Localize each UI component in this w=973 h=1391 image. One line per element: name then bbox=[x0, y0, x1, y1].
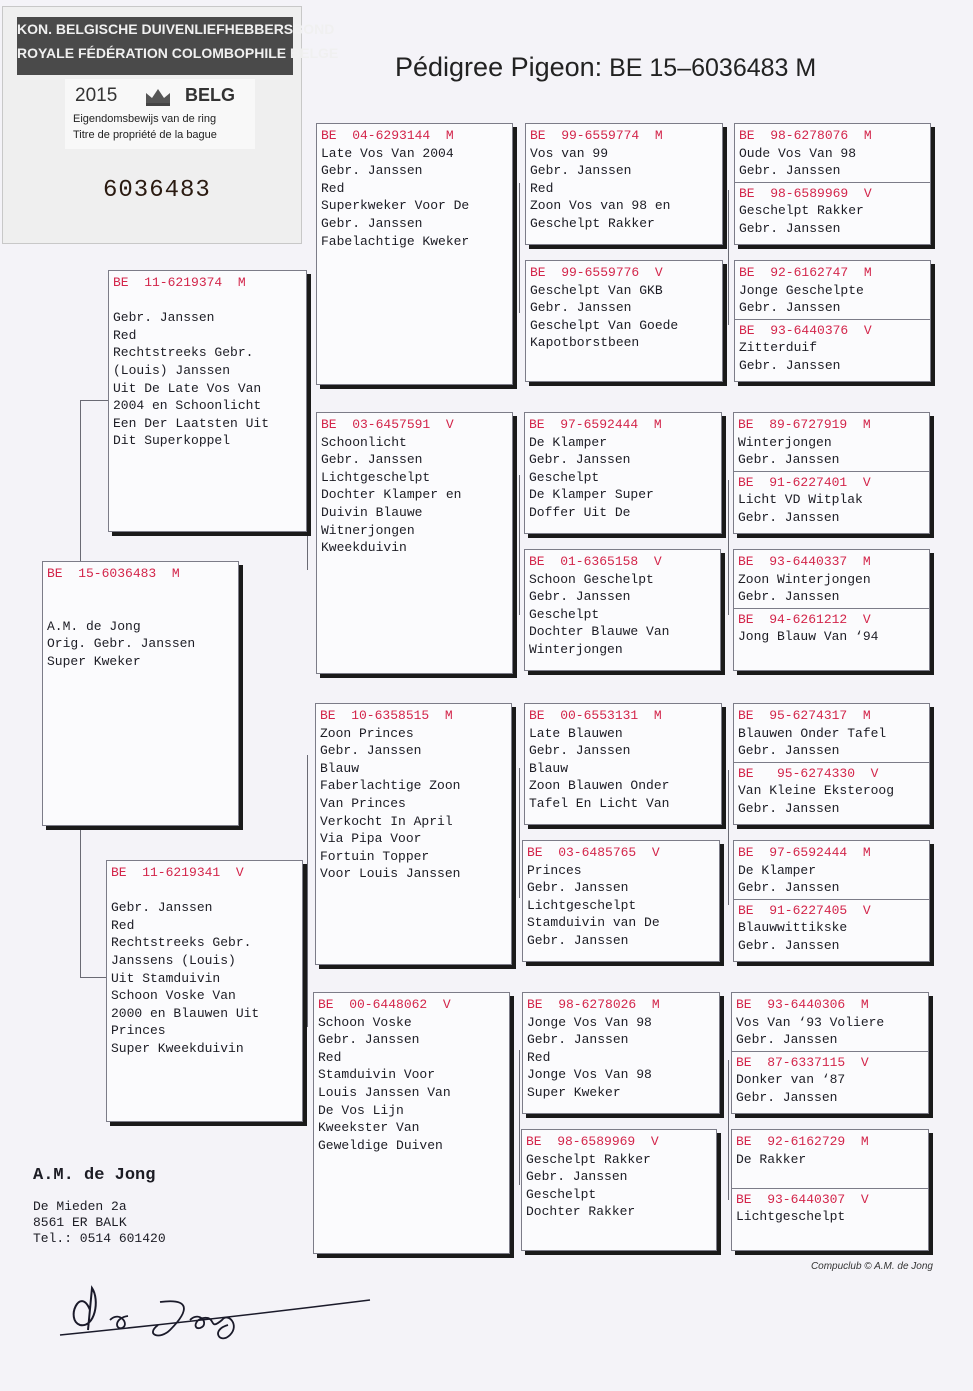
gen4-pair-card bbox=[731, 1129, 929, 1251]
pigeon-text-line: Witnerjongen bbox=[321, 522, 415, 538]
federation-name-nl: KON. BELGISCHE DUIVENLIEFHEBBERSBOND bbox=[17, 21, 335, 37]
ring-id: BE 15-6036483 M bbox=[47, 566, 180, 581]
pigeon-text-line: Gebr. Janssen bbox=[738, 743, 840, 759]
gen4-female-section bbox=[732, 1188, 928, 1226]
pigeon-text-line: Geschelpt bbox=[529, 469, 600, 485]
pigeon-text-line: Gebr. Janssen bbox=[739, 163, 841, 179]
ring-id: BE 11-6219374 M bbox=[113, 275, 246, 290]
ring-id: BE 98-6278026 M bbox=[527, 997, 660, 1012]
pigeon-text-line: Dochter Klamper en bbox=[321, 487, 462, 503]
pigeon-text-line: 2004 en Schoonlicht bbox=[113, 398, 262, 414]
ring-id: BE 91-6227405 V bbox=[738, 902, 871, 918]
pigeon-text-line: Geschelpt bbox=[526, 1186, 597, 1202]
great-grandparent-card bbox=[525, 123, 723, 245]
gen4-female-section bbox=[734, 762, 929, 818]
pigeon-text-line: Super Kweker bbox=[47, 653, 141, 669]
grandparent-card bbox=[316, 123, 513, 385]
pigeon-text-line: Vos Van ‘93 Voliere bbox=[736, 1014, 885, 1030]
pigeon-text-line: Dochter Blauwe Van bbox=[529, 624, 670, 640]
gen4-pair-card bbox=[731, 992, 929, 1114]
pigeon-text-line: Gebr. Janssen bbox=[321, 163, 423, 179]
owner-address-line: De Mieden 2a bbox=[33, 1199, 127, 1214]
ring-number: 6036483 bbox=[103, 177, 211, 204]
pigeon-text-line: Louis Janssen Van bbox=[318, 1084, 451, 1100]
ring-id: BE 04-6293144 M bbox=[321, 128, 454, 143]
pigeon-text-line: Gebr. Janssen bbox=[738, 452, 840, 468]
ring-year: 2015 bbox=[75, 85, 118, 106]
pigeon-text-line: Geschelpt Van Goede bbox=[530, 317, 679, 333]
pigeon-text-line: Orig. Gebr. Janssen bbox=[47, 636, 196, 652]
pigeon-text-line: Gebr. Janssen bbox=[320, 743, 422, 759]
pigeon-text-line: Geschelpt Rakker bbox=[739, 203, 864, 219]
pigeon-text-line: Gebr. Janssen bbox=[739, 300, 841, 316]
pigeon-text-line: Fabelachtige Kweker bbox=[321, 233, 470, 249]
connector-line bbox=[307, 755, 308, 1027]
pigeon-text-line: Doffer Uit De bbox=[529, 504, 631, 520]
pigeon-text-line: Geschelpt Van GKB bbox=[530, 282, 663, 298]
connector-line bbox=[80, 400, 110, 401]
subject-pigeon-card bbox=[42, 561, 239, 826]
connector-line bbox=[519, 183, 520, 313]
owner-name: A.M. de Jong bbox=[33, 1166, 156, 1185]
ring-id: BE 97-6592444 M bbox=[738, 845, 871, 860]
pigeon-text-line: Jong Blauw Van ‘94 bbox=[738, 629, 879, 645]
gen4-female-section bbox=[732, 1051, 928, 1107]
page-title bbox=[395, 52, 915, 83]
pigeon-text-line: Dochter Rakker bbox=[526, 1204, 636, 1220]
gen4-female-section bbox=[734, 471, 929, 527]
pigeon-text-line: Gebr. Janssen bbox=[529, 452, 631, 468]
ring-id: BE 99-6559774 M bbox=[530, 128, 663, 143]
pigeon-text-line: Gebr. Janssen bbox=[736, 1089, 838, 1105]
pigeon-text-line: Geschelpt bbox=[529, 606, 600, 622]
ring-id: BE 95-6274330 V bbox=[738, 765, 879, 781]
pigeon-text-line: Gebr. Janssen bbox=[527, 932, 629, 948]
pigeon-text-line: Gebr. Janssen bbox=[738, 800, 840, 816]
pigeon-text-line: Zoon Blauwen Onder bbox=[529, 778, 670, 794]
great-grandparent-card bbox=[525, 260, 723, 382]
pigeon-text-line: Super Kweekduivin bbox=[111, 1040, 244, 1056]
pigeon-text-line: (Louis) Janssen bbox=[113, 362, 231, 378]
pigeon-text-line: Jonge Geschelpte bbox=[739, 282, 864, 298]
ring-caption-nl: Eigendomsbewijs van de ring bbox=[73, 113, 217, 125]
pigeon-text-line: De Vos Lijn bbox=[318, 1102, 404, 1118]
pigeon-text-line: Red bbox=[321, 180, 345, 196]
gen4-pair-card bbox=[734, 260, 931, 382]
ring-id: BE 97-6592444 M bbox=[529, 417, 662, 432]
ring-title-panel bbox=[65, 79, 255, 149]
pigeon-text-line: Verkocht In April bbox=[320, 813, 453, 829]
pigeon-text-line: Gebr. Janssen bbox=[113, 310, 215, 326]
pigeon-text-line: Gebr. Janssen bbox=[530, 300, 632, 316]
pigeon-text-line: Rechtstreeks Gebr. bbox=[113, 345, 254, 361]
ring-id: BE 93-6440337 M bbox=[738, 554, 871, 569]
pigeon-text-line: Schoon Voske Van bbox=[111, 988, 236, 1004]
pigeon-text-line: Schoonlicht bbox=[321, 434, 407, 450]
pigeon-text-line: Lichtgeschelpt bbox=[736, 1209, 846, 1225]
ring-id: BE 87-6337115 V bbox=[736, 1054, 869, 1070]
connector-line bbox=[519, 475, 520, 615]
pigeon-text-line: Super Kweker bbox=[527, 1084, 621, 1100]
owner-address-line: 8561 ER BALK bbox=[33, 1215, 127, 1230]
title-lead: Pédigree Pigeon: bbox=[395, 52, 603, 82]
pigeon-text-line: Schoon Voske bbox=[318, 1014, 412, 1030]
gen4-female-section bbox=[735, 319, 930, 375]
pigeon-text-line: Janssens (Louis) bbox=[111, 952, 236, 968]
pigeon-text-line: Lichtgeschelpt bbox=[527, 897, 637, 913]
grandparent-card bbox=[316, 412, 513, 674]
great-grandparent-card bbox=[524, 549, 721, 671]
pigeon-text-line: Gebr. Janssen bbox=[111, 900, 213, 916]
pigeon-text-line: Oude Vos Van 98 bbox=[739, 145, 857, 161]
ring-id: BE 93-6440376 V bbox=[739, 322, 872, 338]
pigeon-text-line: Gebr. Janssen bbox=[738, 937, 840, 953]
pigeon-text-line: Gebr. Janssen bbox=[739, 220, 841, 236]
pigeon-text-line: Van Kleine Eksteroog bbox=[738, 783, 895, 799]
federation-band bbox=[17, 17, 339, 75]
pigeon-text-line: Gebr. Janssen bbox=[527, 1032, 629, 1048]
gen4-pair-card bbox=[734, 123, 931, 245]
pigeon-text-line: Voor Louis Janssen bbox=[320, 866, 461, 882]
pigeon-text-line: Uit Stamduivin bbox=[111, 970, 221, 986]
pigeon-text-line: Princes bbox=[527, 862, 582, 878]
gen4-female-section bbox=[734, 608, 929, 646]
pigeon-text-line: Gebr. Janssen bbox=[739, 357, 841, 373]
ring-country: BELG bbox=[185, 85, 236, 105]
connector-line bbox=[728, 190, 729, 325]
pigeon-text-line: Zoon Princes bbox=[320, 725, 414, 741]
connector-line bbox=[728, 480, 729, 615]
pigeon-text-line: Faberlachtige Zoon bbox=[320, 778, 461, 794]
pigeon-text-line: Duivin Blauwe bbox=[321, 504, 423, 520]
pigeon-text-line: Gebr. Janssen bbox=[526, 1169, 628, 1185]
ring-id: BE 94-6261212 V bbox=[738, 611, 871, 627]
pigeon-text-line: Red bbox=[530, 180, 554, 196]
pigeon-text-line: A.M. de Jong bbox=[47, 618, 141, 634]
gen4-pair-card bbox=[733, 412, 930, 534]
crown-icon bbox=[143, 85, 173, 107]
title-ring: BE 15–6036483 M bbox=[609, 54, 817, 82]
dam-card bbox=[106, 860, 303, 1122]
pigeon-text-line: Geweldige Duiven bbox=[318, 1137, 443, 1153]
pigeon-text-line: Gebr. Janssen bbox=[321, 215, 423, 231]
pigeon-text-line: 2000 en Blauwen Uit bbox=[111, 1005, 260, 1021]
connector-line bbox=[728, 1060, 729, 1200]
connector-line bbox=[80, 826, 81, 978]
ring-id: BE 91-6227401 V bbox=[738, 474, 871, 490]
pigeon-text-line: Gebr. Janssen bbox=[738, 880, 840, 896]
gen4-female-section bbox=[735, 182, 930, 238]
ring-id: BE 89-6727919 M bbox=[738, 417, 871, 432]
pigeon-text-line: Donker van ‘87 bbox=[736, 1072, 846, 1088]
pigeon-text-line: Zoon Vos van 98 en bbox=[530, 198, 671, 214]
gen4-pair-card bbox=[733, 549, 930, 671]
ring-id: BE 98-6589969 V bbox=[526, 1134, 659, 1149]
pigeon-text-line: Blauwwittikske bbox=[738, 920, 848, 936]
pigeon-text-line: Gebr. Janssen bbox=[529, 743, 631, 759]
ring-id: BE 95-6274317 M bbox=[738, 708, 871, 723]
ring-id: BE 92-6162747 M bbox=[739, 265, 872, 280]
pigeon-text-line: Late Blauwen bbox=[529, 725, 623, 741]
pigeon-text-line: De Klamper bbox=[738, 862, 817, 878]
pigeon-text-line: Winterjongen bbox=[738, 434, 832, 450]
pigeon-text-line: Kweekduivin bbox=[321, 540, 407, 556]
grandparent-card bbox=[315, 703, 512, 965]
pigeon-text-line: Red bbox=[527, 1049, 551, 1065]
federation-name-fr: ROYALE FÉDÉRATION COLOMBOPHILE BELGE bbox=[17, 45, 339, 61]
pigeon-text-line: Superkweker Voor De bbox=[321, 198, 470, 214]
pigeon-text-line: Gebr. Janssen bbox=[321, 452, 423, 468]
pigeon-text-line: Blauw bbox=[529, 760, 569, 776]
pigeon-text-line: De Klamper bbox=[529, 434, 608, 450]
great-grandparent-card bbox=[521, 1129, 717, 1251]
pigeon-text-line: Fortuin Topper bbox=[320, 848, 430, 864]
ring-id: BE 03-6485765 V bbox=[527, 845, 660, 860]
ring-id: BE 00-6553131 M bbox=[529, 708, 662, 723]
gen4-pair-card bbox=[733, 703, 930, 825]
ring-id: BE 00-6448062 V bbox=[318, 997, 451, 1012]
grandparent-card bbox=[313, 992, 510, 1254]
connector-line bbox=[307, 330, 308, 570]
pigeon-text-line: Red bbox=[111, 917, 135, 933]
pigeon-text-line: Blauwen Onder Tafel bbox=[738, 725, 887, 741]
pigeon-text-line: Uit De Late Vos Van bbox=[113, 380, 262, 396]
pigeon-text-line: Red bbox=[113, 327, 137, 343]
great-grandparent-card bbox=[524, 703, 722, 825]
pigeon-text-line: Schoon Geschelpt bbox=[529, 571, 654, 587]
connector-line bbox=[519, 1050, 520, 1185]
pigeon-text-line: Licht VD Witplak bbox=[738, 492, 863, 508]
pigeon-text-line: Late Vos Van 2004 bbox=[321, 145, 454, 161]
ring-id: BE 99-6559776 V bbox=[530, 265, 663, 280]
connector-line bbox=[728, 770, 729, 905]
pigeon-text-line: Gebr. Janssen bbox=[736, 1032, 838, 1048]
pigeon-text-line: Kweekster Van bbox=[318, 1120, 420, 1136]
pigeon-text-line: Geschelpt Rakker bbox=[530, 215, 655, 231]
pigeon-text-line: Een Der Laatsten Uit bbox=[113, 415, 270, 431]
ring-id: BE 01-6365158 V bbox=[529, 554, 662, 569]
ring-id: BE 03-6457591 V bbox=[321, 417, 454, 432]
ring-id: BE 11-6219341 V bbox=[111, 865, 244, 880]
great-grandparent-card bbox=[522, 840, 720, 962]
pigeon-text-line: Zoon Winterjongen bbox=[738, 571, 871, 587]
pigeon-text-line: Blauw bbox=[320, 760, 360, 776]
gen4-female-section bbox=[734, 899, 929, 955]
ring-id: BE 10-6358515 M bbox=[320, 708, 453, 723]
pigeon-text-line: Kapotborstbeen bbox=[530, 335, 640, 351]
software-credit: Compuclub © A.M. de Jong bbox=[810, 1261, 933, 1272]
ring-id: BE 98-6278076 M bbox=[739, 128, 872, 143]
pigeon-text-line: Vos van 99 bbox=[530, 145, 609, 161]
ring-id: BE 98-6589969 V bbox=[739, 185, 872, 201]
pigeon-text-line: Via Pipa Voor bbox=[320, 831, 422, 847]
pigeon-text-line: Zitterduif bbox=[739, 340, 818, 356]
pigeon-text-line: Gebr. Janssen bbox=[530, 163, 632, 179]
gen4-pair-card bbox=[733, 840, 930, 962]
pigeon-text-line: Gebr. Janssen bbox=[738, 509, 840, 525]
signature bbox=[50, 1280, 380, 1350]
owner-block bbox=[33, 1166, 166, 1247]
pigeon-text-line: Red bbox=[318, 1049, 342, 1065]
pigeon-text-line: De Rakker bbox=[736, 1151, 807, 1167]
ring-id: BE 93-6440306 M bbox=[736, 997, 869, 1012]
pigeon-text-line: De Klamper Super bbox=[529, 487, 654, 503]
connector-line bbox=[80, 400, 81, 564]
ring-caption-fr: Titre de propriété de la bague bbox=[73, 129, 217, 141]
pigeon-text-line: Rechtstreeks Gebr. bbox=[111, 935, 252, 951]
ring-certificate bbox=[2, 6, 339, 244]
pigeon-text-line: Jonge Vos Van 98 bbox=[527, 1014, 652, 1030]
sire-card bbox=[108, 270, 307, 532]
pigeon-text-line: Lichtgeschelpt bbox=[321, 469, 431, 485]
pigeon-text-line: Princes bbox=[111, 1023, 166, 1039]
pigeon-text-line: Dit Superkoppel bbox=[113, 433, 231, 449]
great-grandparent-card bbox=[522, 992, 720, 1114]
pigeon-text-line: Van Princes bbox=[320, 795, 406, 811]
pigeon-text-line: Gebr. Janssen bbox=[527, 880, 629, 896]
pigeon-text-line: Gebr. Janssen bbox=[529, 589, 631, 605]
connector-line bbox=[519, 768, 520, 898]
pigeon-text-line: Gebr. Janssen bbox=[318, 1032, 420, 1048]
pigeon-text-line: Winterjongen bbox=[529, 641, 623, 657]
pigeon-text-line: Geschelpt Rakker bbox=[526, 1151, 651, 1167]
owner-phone: Tel.: 0514 601420 bbox=[33, 1231, 166, 1246]
pigeon-text-line: Gebr. Janssen bbox=[738, 589, 840, 605]
pigeon-text-line: Stamduivin van De bbox=[527, 915, 660, 931]
pigeon-text-line: Stamduivin Voor bbox=[318, 1067, 436, 1083]
pigeon-text-line: Tafel En Licht Van bbox=[529, 795, 670, 811]
pigeon-text-line: Jonge Vos Van 98 bbox=[527, 1067, 652, 1083]
ring-id: BE 92-6162729 M bbox=[736, 1134, 869, 1149]
great-grandparent-card bbox=[524, 412, 722, 534]
ring-id: BE 93-6440307 V bbox=[736, 1191, 869, 1207]
